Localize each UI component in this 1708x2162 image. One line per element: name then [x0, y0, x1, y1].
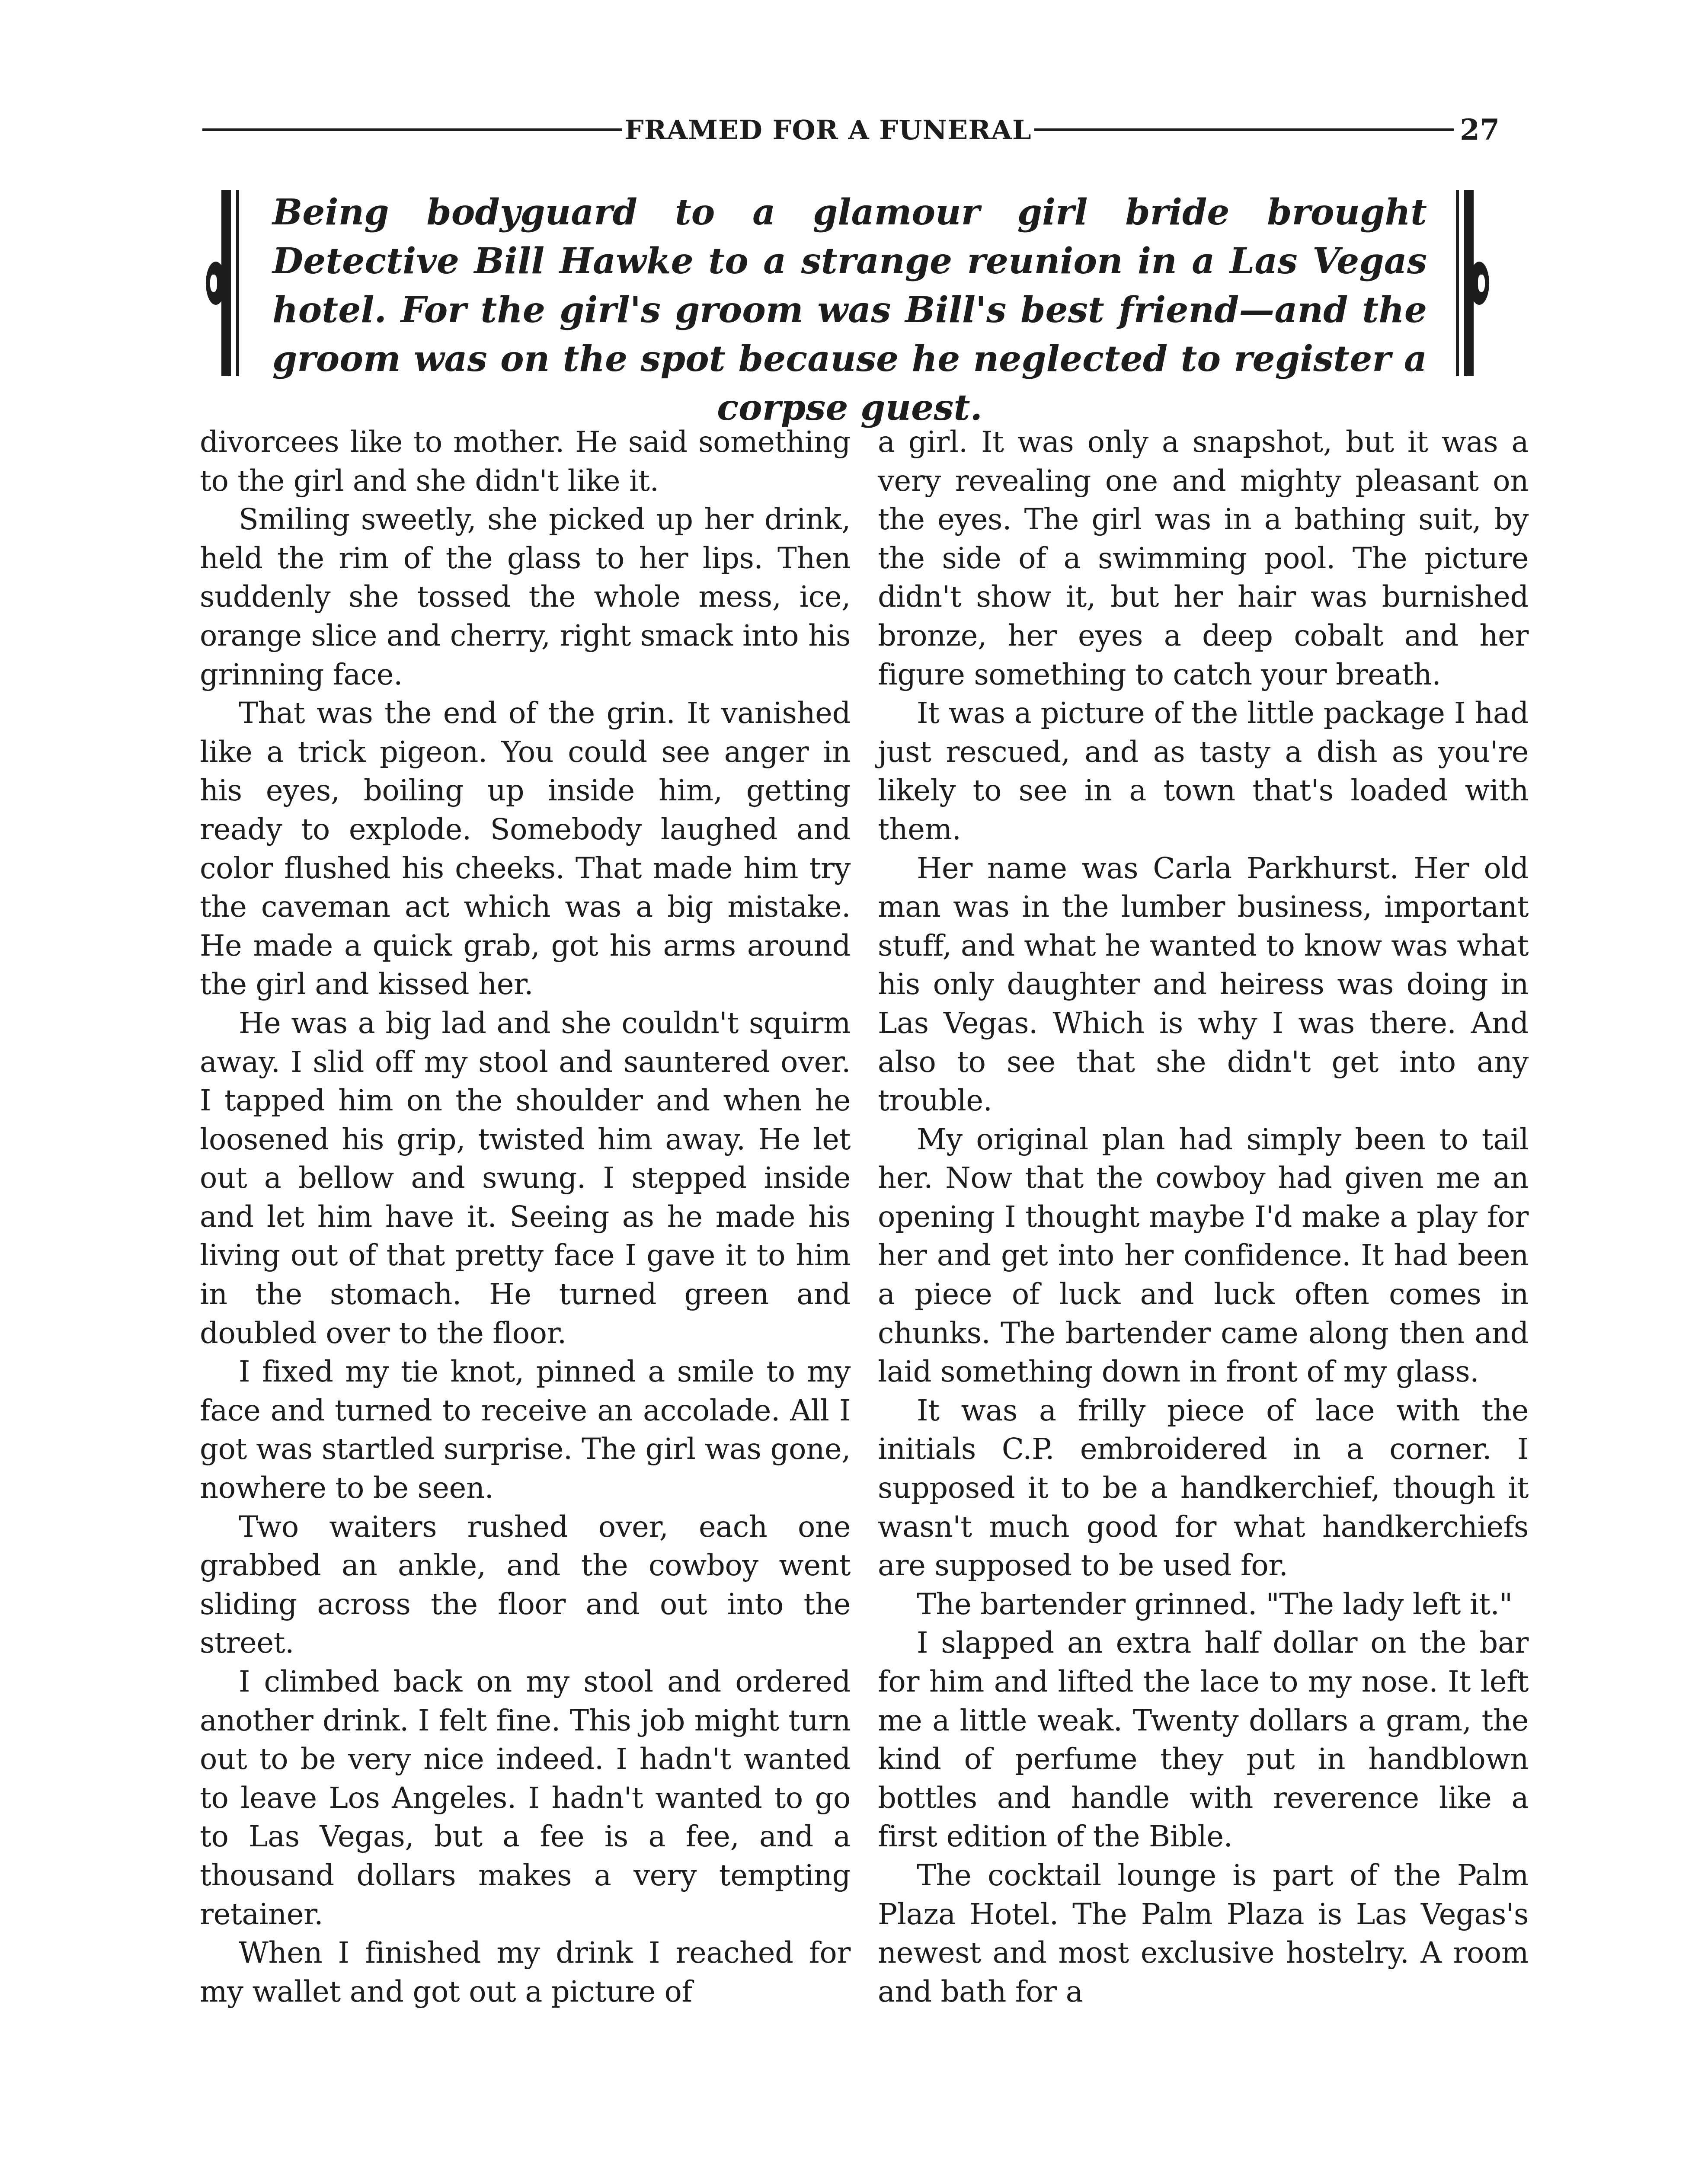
- paragraph: Her name was Carla Parkhurst. Her old man was in the lumber business, important stuff, and what he wanted to know was what his only daughter and heiress was doing in Las Vegas. Which is why I was there. And also to see that she didn't get into any trouble.: [878, 851, 1529, 1118]
- ornament-bracket-left-icon: [212, 190, 242, 376]
- page-number: 27: [1460, 113, 1500, 147]
- paragraph: It was a frilly piece of lace with the initials C.P. embroidered in a corner. I supposed it to be a handkerchief, though it wasn't much good for what handkerchiefs are supposed to be used for.: [878, 1393, 1529, 1583]
- paragraph: My original plan had simply been to tail her. Now that the cowboy had given me an opening I thought maybe I'd make a play for her and get into her confidence. It had been a piece of luck and luck often comes in chunks. The bartender came along then and laid something down in front of my glass.: [878, 1122, 1529, 1389]
- story-blurb: [203, 182, 1492, 429]
- paragraph: When I finished my drink I reached for my wallet and got out a picture of: [200, 1936, 851, 2008]
- paragraph: That was the end of the grin. It vanished like a trick pigeon. You could see anger in his eyes, boiling up inside him, getting ready to explode. Somebody laughed and color flushed his cheeks. That made him try the caveman act which was a big mistake. He made a quick grab, got his arms around the girl and kissed her.: [200, 696, 851, 1001]
- paragraph: I slapped an extra half dollar on the bar for him and lifted the lace to my nose. It left me a little weak. Twenty dollars a gram, the kind of perfume they put in handblown bottles and handle with reverence like a first edition of the Bible.: [878, 1626, 1529, 1854]
- blurb-text: Being bodyguard to a glamour girl bride brought Detective Bill Hawke to a strange reunion in a Las Vegas hotel. For the girl's groom was Bill's best friend—and the groom was on the spot because he neglected to register a corpse guest.: [272, 192, 1427, 429]
- text-column-right: [878, 423, 1529, 2011]
- paragraph: Smiling sweetly, she picked up her drink, held the rim of the glass to her lips. Then suddenly she tossed the whole mess, ice, orange slice and cherry, right smack into his grinning face.: [200, 502, 851, 691]
- paragraph: divorcees like to mother. He said something to the girl and she didn't like it.: [200, 425, 851, 498]
- story-title: FRAMED FOR A FUNERAL: [624, 114, 1032, 146]
- running-header: [202, 106, 1500, 154]
- text-column-left: [200, 423, 851, 2011]
- paragraph: He was a big lad and she couldn't squirm away. I slid off my stool and sauntered over. I tapped him on the shoulder and when he loosened his grip, twisted him away. He let out a bellow and swung. I stepped inside and let him have it. Seeing as he made his living out of that pretty face I gave it to him in the stomach. He turned green and doubled over to the floor.: [200, 1006, 851, 1350]
- ornament-bracket-right-icon: [1453, 190, 1483, 376]
- paragraph: a girl. It was only a snapshot, but it was a very revealing one and mighty pleasant on the eyes. The girl was in a bathing suit, by the side of a swimming pool. The picture didn't show it, but her hair was burnished bronze, her eyes a deep cobalt and her figure something to catch your breath.: [878, 425, 1529, 691]
- paragraph: I fixed my tie knot, pinned a smile to my face and turned to receive an accolade. All I got was startled surprise. The girl was gone, nowhere to be seen.: [200, 1355, 851, 1505]
- paragraph: It was a picture of the little package I had just rescued, and as tasty a dish as you're likely to see in a town that's loaded with them.: [878, 696, 1529, 846]
- paragraph: Two waiters rushed over, each one grabbed an ankle, and the cowboy went sliding across the floor and out into the street.: [200, 1510, 851, 1660]
- header-rule-left: [202, 128, 622, 131]
- paragraph: The cocktail lounge is part of the Palm Plaza Hotel. The Palm Plaza is Las Vegas's newest and most exclusive hostelry. A room and bath for a: [878, 1858, 1529, 2008]
- header-rule-right: [1034, 128, 1454, 131]
- paragraph: I climbed back on my stool and ordered another drink. I felt fine. This job might turn out to be very nice indeed. I hadn't wanted to leave Los Angeles. I hadn't wanted to go to Las Vegas, but a fee is a fee, and a thousand dollars makes a very tempting retainer.: [200, 1665, 851, 1931]
- paragraph: The bartender grinned. "The lady left it.": [917, 1587, 1513, 1621]
